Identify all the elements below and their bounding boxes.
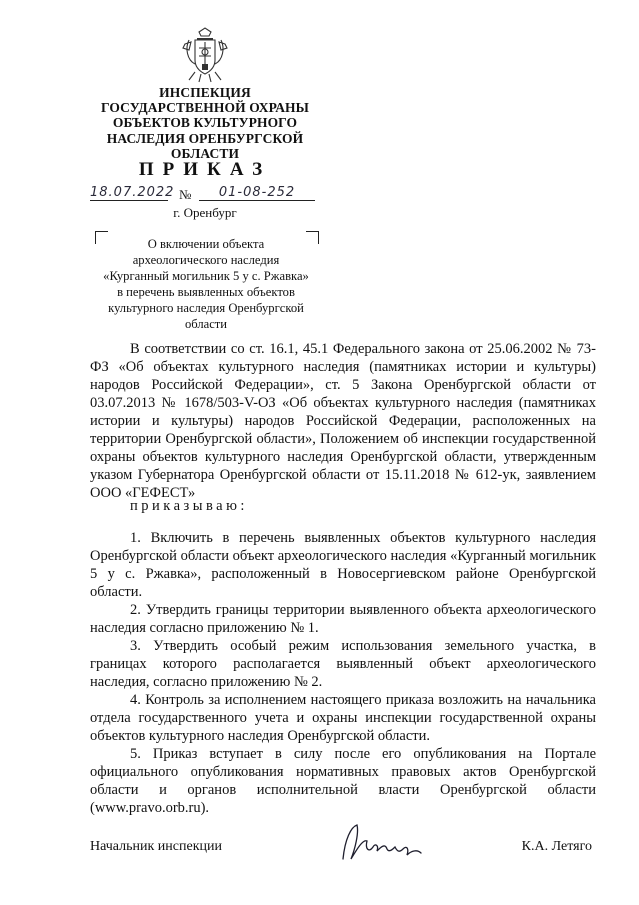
org-line: ГОСУДАРСТВЕННОЙ ОХРАНЫ (100, 100, 310, 116)
signatory-name: К.А. Летяго (521, 839, 592, 854)
coat-of-arms-icon (181, 26, 229, 84)
subject-line: области (184, 317, 228, 331)
org-line: ИНСПЕКЦИЯ (159, 85, 251, 100)
org-line: ОБЛАСТИ (170, 145, 240, 161)
order-item: 4. Контроль за исполнением настоящего приказа возложить на начальника отдела государственного учета и охраны инспекции государственной охраны объектов культурного наследия Оренбургской области. (90, 692, 596, 744)
order-item: 5. Приказ вступает в силу после его опубликования на Портале официального опубликования нормативных правовых актов Оренбургской области и органов исполнительной власти Оренбургской области (www.pravo.orb.ru). (90, 746, 596, 816)
order-item: 2. Утвердить границы территории выявленного объекта археологического наследия согласно приложению № 1. (90, 602, 596, 636)
number-sign: № (179, 187, 192, 202)
order-number: 01-08-252 (199, 185, 315, 201)
subject-line: археологического наследия (132, 253, 280, 267)
signature-block (90, 837, 596, 867)
org-line: ОБЪЕКТОВ КУЛЬТУРНОГО (112, 115, 298, 131)
preamble-block (90, 340, 596, 502)
order-date: 18.07.2022 (90, 185, 175, 200)
org-line: НАСЛЕДИЯ ОРЕНБУРГСКОЙ (106, 130, 304, 146)
order-subject (95, 236, 317, 332)
handwritten-signature (337, 819, 427, 869)
subject-line: «Курганный могильник 5 у с. Ржавка» (103, 269, 309, 283)
city-label: г. Оренбург (173, 205, 237, 220)
preamble-text: В соответствии со ст. 16.1, 45.1 Федерального закона от 25.06.2002 № 73-ФЗ «Об объектах культурного наследия (памятниках истории и культуры) народов Российской Федерации», ст. 5 Закона Оренбургской области от 03.07.2013 № 1678/503-V-ОЗ «Об объектах культурного наследия (памятниках истории и культуры) народов Российской Федерации, расположенных на территории Оренбургской области», Положением об инспекции государственной охраны объектов культурного наследия Оренбургской области, утвержденным указом Губернатора Оренбургской области от 15.11.2018 № 612-ук, заявлением ООО «ГЕФЕСТ» (90, 341, 596, 501)
order-keyword: приказываю: (130, 498, 248, 514)
order-item: 1. Включить в перечень выявленных объектов культурного наследия Оренбургской области объект археологического наследия «Курганный могильник 5 у с. Ржавка», расположенный в Новосергиевском районе Оренбургской области. (90, 530, 596, 600)
order-item: 3. Утвердить особый режим использования земельного участка, в границах которого располагается выявленный объект археологического наследия, согласно приложению № 2. (90, 638, 596, 690)
subject-line: О включении объекта (147, 237, 265, 251)
subject-line: в перечень выявленных объектов (117, 285, 295, 299)
organization-name (70, 85, 340, 161)
document-type-title: ПРИКАЗ (138, 159, 272, 180)
signatory-title: Начальник инспекции (90, 839, 222, 854)
subject-line: культурного наследия Оренбургской (108, 301, 304, 315)
order-items (90, 529, 596, 817)
